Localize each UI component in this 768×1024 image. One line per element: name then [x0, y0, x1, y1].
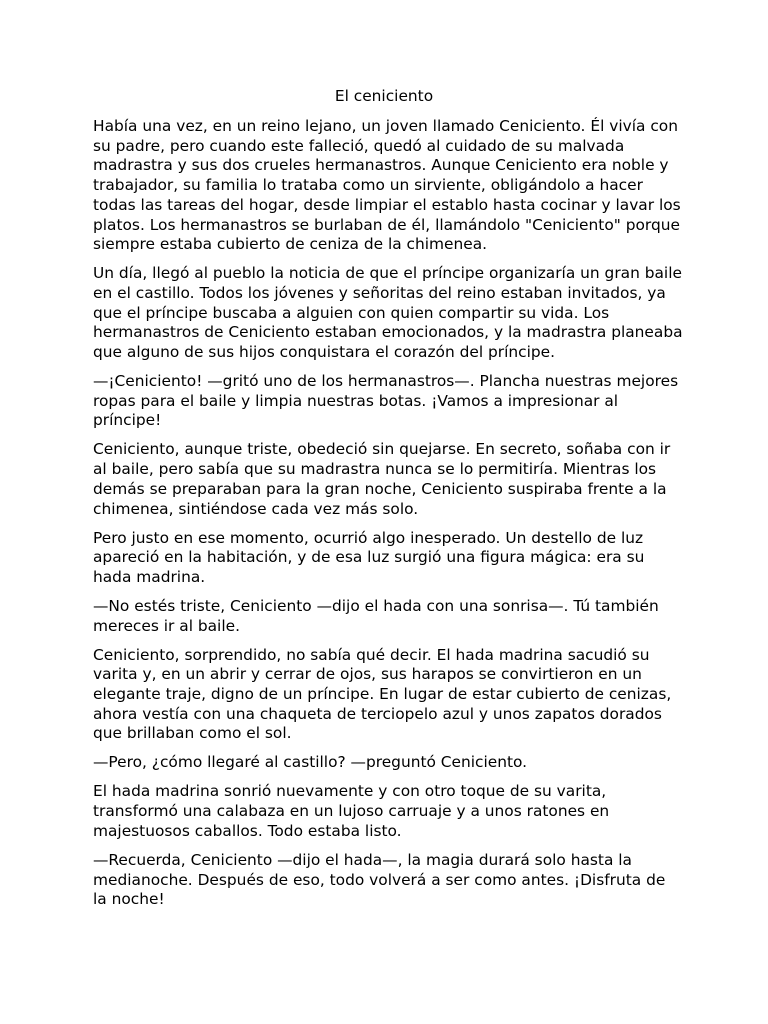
paragraph: El hada madrina sonrió nuevamente y con otro toque de su varita, transformó una calabaza en un lujoso carruaje y a unos ratones en majestuosos caballos. Todo estaba listo. [93, 782, 610, 840]
paragraph: —Recuerda, Ceniciento —dijo el hada—, la magia durará solo hasta la medianoche. Después de eso, todo volverá a ser como antes. ¡Disfruta de la noche! [93, 850, 666, 909]
paragraph: —Pero, ¿cómo llegaré al castillo? —preguntó Ceniciento. [93, 753, 528, 772]
paragraph: Pero justo en ese momento, ocurrió algo inesperado. Un destello de luz apareció en la habitación, y de esa luz surgió una figura mágica: era su hada madrina. [93, 528, 645, 586]
document-body [93, 117, 683, 919]
paragraph: —¡Ceniciento! —gritó uno de los hermanastros—. Plancha nuestras mejores ropas para el baile y limpia nuestras botas. ¡Vamos a impresionar al príncipe! [93, 372, 679, 430]
paragraph: Un día, llegó al pueblo la noticia de que el príncipe organizaría un gran baile en el castillo. Todos los jóvenes y señoritas del reino estaban invitados, ya que el príncipe buscaba a alguien con quien compartir su vida. Los hermanastros de Ceniciento estaban emocionados, y la madrastra planeaba que alguno de sus hijos conquistara el corazón del príncipe. [93, 264, 683, 362]
paragraph: Ceniciento, aunque triste, obedeció sin quejarse. En secreto, soñaba con ir al baile, pero sabía que su madrastra nunca se lo permitiría. Mientras los demás se preparaban para la gran noche, Ceniciento suspiraba frente a la chimenea, sintiéndose cada vez más solo. [93, 440, 671, 518]
paragraph: Ceniciento, sorprendido, no sabía qué decir. El hada madrina sacudió su varita y, en un abrir y cerrar de ojos, sus harapos se convirtieron en un elegante traje, digno de un príncipe. En lugar de estar cubierto de cenizas, ahora vestía con una chaqueta de terciopelo azul y unos zapatos dorados que brillaban como el sol. [93, 645, 672, 743]
paragraph: Había una vez, en un reino lejano, un joven llamado Ceniciento. Él vivía con su padre, pero cuando este falleció, quedó al cuidado de su malvada madrastra y sus dos crueles hermanastros. Aunque Ceniciento era noble y trabajador, su familia lo trataba como un sirviente, obligándolo a hacer todas las tareas del hogar, desde limpiar el establo hasta cocinar y lavar los platos. Los hermanastros se burlaban de él, llamándolo "Ceniciento" porque siempre estaba cubierto de ceniza de la chimenea. [93, 117, 681, 254]
document-title: El ceniciento [334, 87, 434, 105]
paragraph: —No estés triste, Ceniciento —dijo el hada con una sonrisa—. Tú también mereces ir al baile. [93, 596, 659, 635]
